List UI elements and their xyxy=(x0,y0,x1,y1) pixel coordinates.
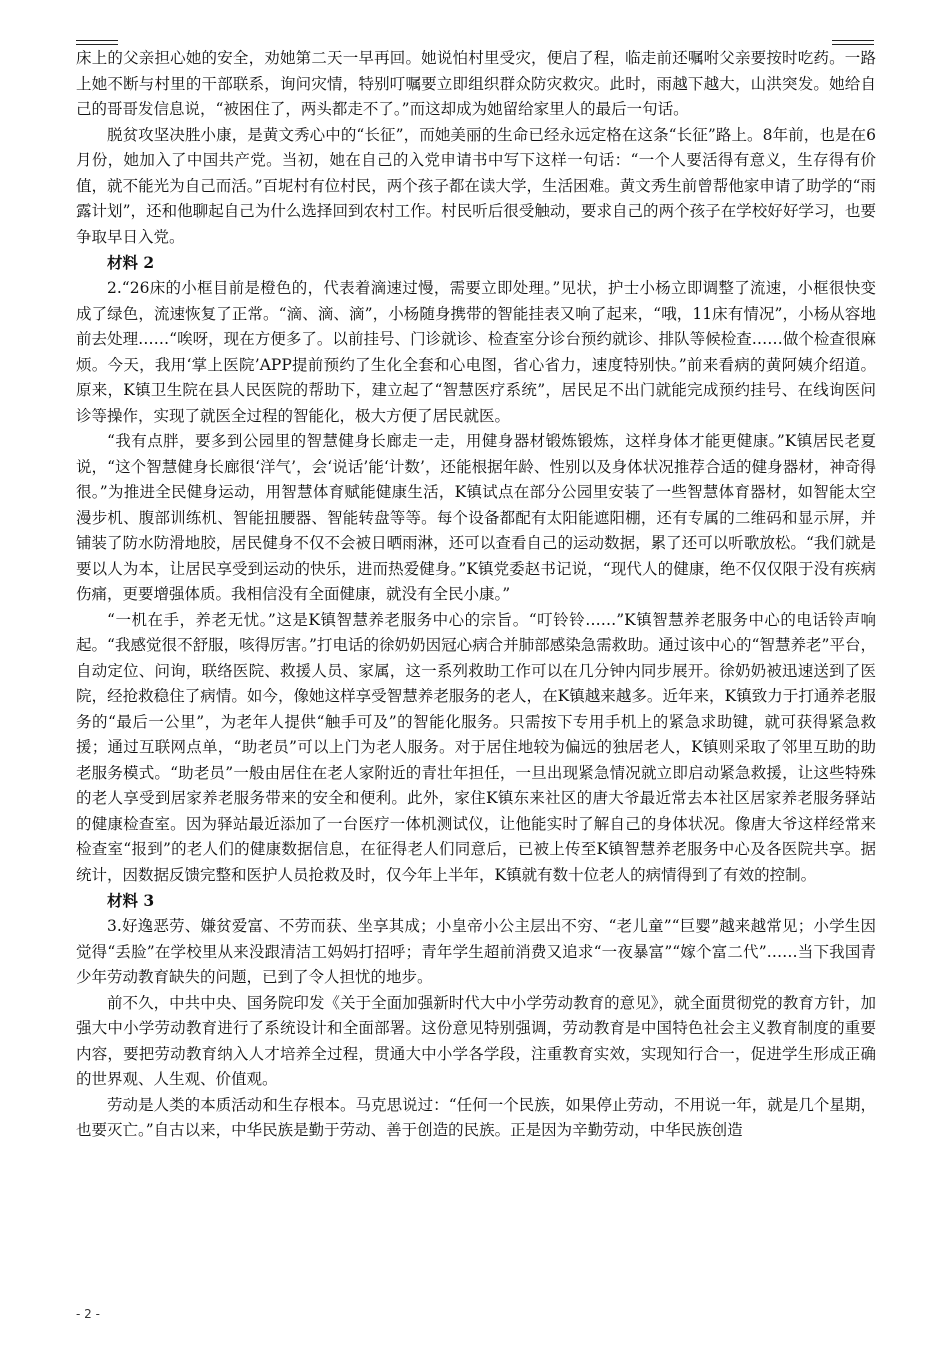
paragraph: 劳动是人类的本质活动和生存根本。马克思说过：“任何一个民族，如果停止劳动，不用说一年，就是几个星期，也要灭亡。”自古以来，中华民族是勤于劳动、善于创造的民族。正是因为辛勤劳动，中华民族创造 xyxy=(76,1095,876,1139)
page-number: - 2 - xyxy=(76,1307,100,1321)
paragraph-continued: 床上的父亲担心她的安全，劝她第二天一早再回。她说怕村里受灾，便启了程，临走前还嘱咐父亲要按时吃药。一路上她不断与村里的干部联系，询问灾情，特别叮嘱要立即组织群众防灾救灾。此时，雨越下越大，山洪突发。她给自己的哥哥发信息说，“被困住了，两头都走不了。”而这却成为她留给家里人的最后一句话。 xyxy=(76,49,876,118)
top-right-rule xyxy=(832,40,874,41)
paragraph: 脱贫攻坚决胜小康，是黄文秀心中的“长征”，而她美丽的生命已经永远定格在这条“长征”路上。8年前，也是在6月份，她加入了中国共产党。当初，她在自己的入党申请书中写下这样一句话：“一个人要活得有意义，生存得有价值，就不能光为自己而活。”百坭村有位村民，两个孩子都在读大学，生活困难。黄文秀生前曾帮他家申请了助学的“雨露计划”，还和他聊起自己为什么选择回到农村工作。村民听后很受触动，要求自己的两个孩子在学校好好学习，也要争取早日入党。 xyxy=(76,125,876,246)
section-heading-material-3: 材料 3 xyxy=(107,891,155,910)
paragraph: 2.“26床的小框目前是橙色的，代表着滴速过慢，需要立即处理。”见状，护士小杨立即调整了流速，小框很快变成了绿色，流速恢复了正常。“滴、滴、滴”，小杨随身携带的智能挂表又响了起来，“哦，11床有情况”，小杨从容地前去处理……“唉呀，现在方便多了。以前挂号、门诊就诊、检查室分诊台预约就诊、排队等候检查……做个检查很麻烦。今天，我用‘掌上医院’APP提前预约了生化全套和心电图，省心省力，速度特别快。”前来看病的黄阿姨介绍道。原来，K镇卫生院在县人民医院的帮助下，建立起了“智慧医疗系统”，居民足不出门就能完成预约挂号、在线询医问诊等操作，实现了就医全过程的智能化，极大方便了居民就医。 xyxy=(76,279,876,425)
paragraph: “一机在手，养老无忧。”这是K镇智慧养老服务中心的宗旨。“叮铃铃……”K镇智慧养老服务中心的电话铃声响起。“我感觉很不舒服，咳得厉害。”打电话的徐奶奶因冠心病合并肺部感染急需救助。通过该中心的“智慧养老”平台，自动定位、问询，联络医院、救援人员、家属，这一系列救助工作可以在几分钟内同步展开。徐奶奶被迅速送到了医院，经抢救稳住了病情。如今，像她这样享受智慧养老服务的老人，在K镇越来越多。近年来，K镇致力于打通养老服务的“最后一公里”，为老年人提供“触手可及”的智能化服务。只需按下专用手机上的紧急求助键，就可获得紧急救援；通过互联网点单，“助老员”可以上门为老人服务。对于居住地较为偏远的独居老人，K镇则采取了邻里互助的助老服务模式。“助老员”一般由居住在老人家附近的青壮年担任，一旦出现紧急情况就立即启动紧急救援，让这些特殊的老人享受到居家养老服务带来的安全和便利。此外，家住K镇东来社区的唐大爷最近常去本社区居家养老服务驿站的健康检查室。因为驿站最近添加了一台医疗一体机测试仪，让他能实时了解自己的身体状况。像唐大爷这样经常来检查室“报到”的老人们的健康数据信息，在征得老人们同意后，已被上传至K镇智慧养老服务中心及各医院共享。据统计，因数据反馈完整和医护人员抢救及时，仅今年上半年，K镇就有数十位老人的病情得到了有效的控制。 xyxy=(76,610,876,884)
paragraph: 前不久，中共中央、国务院印发《关于全面加强新时代大中小学劳动教育的意见》，就全面贯彻党的教育方针，加强大中小学劳动教育进行了系统设计和全面部署。这份意见特别强调，劳动教育是中国特色社会主义教育制度的重要内容，要把劳动教育纳入人才培养全过程，贯通大中小学各学段，注重教育实效，实现知行合一，促进学生形成正确的世界观、人生观、价值观。 xyxy=(76,993,876,1088)
top-left-rule xyxy=(76,40,118,41)
document-body xyxy=(76,46,876,1144)
paragraph: “我有点胖，要多到公园里的智慧健身长廊走一走，用健身器材锻炼锻炼，这样身体才能更健康。”K镇居民老夏说，“这个智慧健身长廊很‘洋气’，会‘说话’能‘计数’，还能根据年龄、性别以及身体状况推荐合适的健身器材，神奇得很。”为推进全民健身运动，用智慧体育赋能健康生活，K镇试点在部分公园里安装了一些智慧体育器材，如智能太空漫步机、腹部训练机、智能扭腰器、智能转盘等等。每个设备都配有太阳能遮阳棚，还有专属的二维码和显示屏，并铺装了防水防滑地胶，居民健身不仅不会被日晒雨淋，还可以查看自己的运动数据，累了还可以听歌放松。“我们就是要以人为本，让居民享受到运动的快乐，进而热爱健身。”K镇党委赵书记说，“现代人的健康，绝不仅仅限于没有疾病伤痛，更要增强体质。我相信没有全面健康，就没有全民小康。” xyxy=(76,432,876,603)
paragraph: 3.好逸恶劳、嫌贫爱富、不劳而获、坐享其成；小皇帝小公主层出不穷、“老儿童”“巨婴”越来越常见；小学生因觉得“丢脸”在学校里从来没跟清洁工妈妈打招呼；青年学生超前消费又追求“一夜暴富”“嫁个富二代”……当下我国青少年劳动教育缺失的问题，已到了令人担忧的地步。 xyxy=(76,917,876,986)
section-heading-material-2: 材料 2 xyxy=(107,253,155,272)
